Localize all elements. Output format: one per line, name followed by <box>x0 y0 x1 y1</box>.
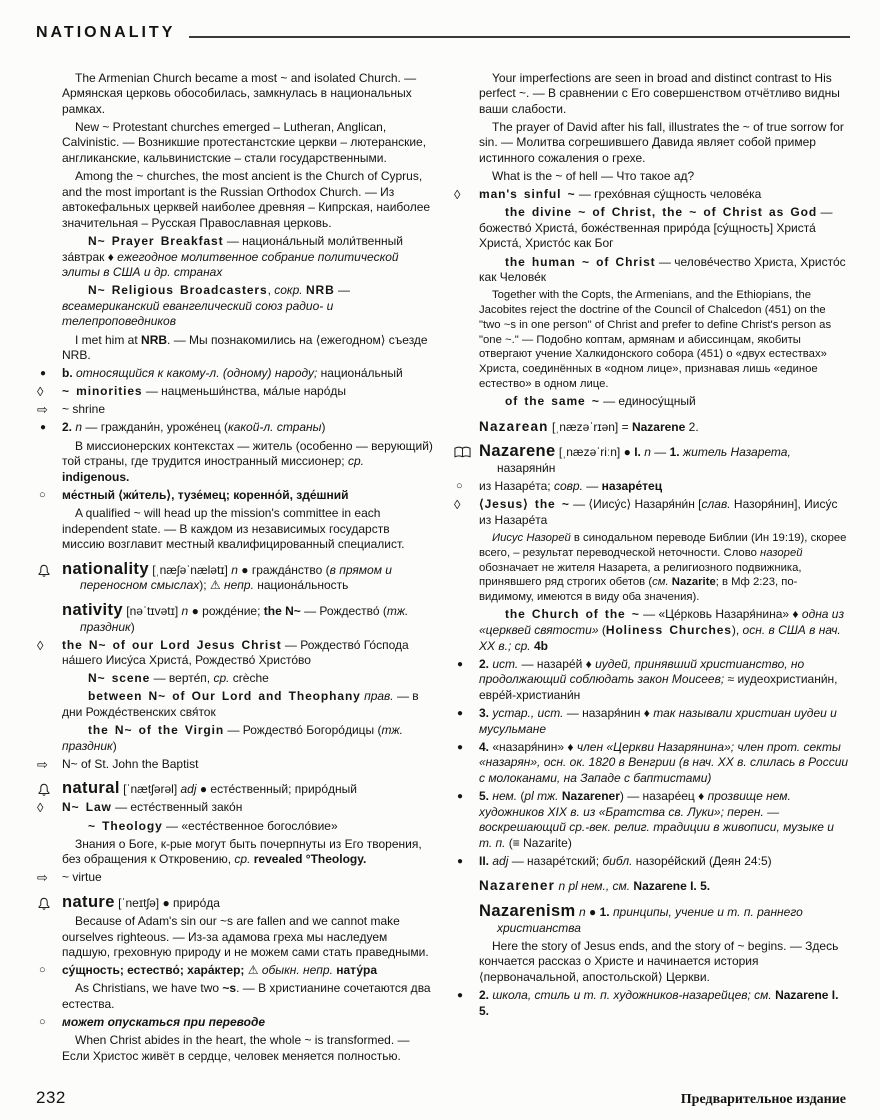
text-segment: 2. <box>479 656 493 671</box>
text-segment: 1. <box>599 905 613 920</box>
dictionary-paragraph <box>36 402 433 418</box>
guide-word: NATIONALITY <box>36 24 176 41</box>
text-segment: член «Церкви Назарянина»; член прот. секты «назарян», осн. ок. 1820 в Венгрии (в нач. XX в. слилась в России с молоканами, на Западе с баптистами) <box>479 739 849 785</box>
text-segment: Nazarene <box>631 419 686 434</box>
text-segment: b. <box>62 366 76 381</box>
text-segment: [ˈnætʃərəl] <box>119 782 181 797</box>
text-segment: What is the ~ of hell — Что такое ад? <box>492 169 695 184</box>
text-segment: adj <box>180 782 197 797</box>
text-segment: [ˌnæʃəˈnælətɪ] <box>148 562 232 577</box>
text-segment: When Christ abides in the heart, the whole ~ is transformed. — Если Христос живёт в сердце, человек меняется полностью. <box>62 1033 410 1063</box>
text-segment: Among the ~ churches, the most ancient is the Church of Cyprus, and the most important is the Russian Orthodox Church. — Из автокефальных церквей наиболее древняя – Кипрская, наиболее значительная – Русская Православная церковь. <box>62 169 431 230</box>
text-segment: between N~ of Our Lord and Theophany <box>88 689 361 704</box>
text-segment: ), <box>731 623 743 638</box>
text-segment: — граждани́н, уроже́нец ( <box>82 420 229 435</box>
text-segment: A qualified ~ will head up the mission's committee in each independent state. — В каждом из независимых государств миссию возглавит местный квалифицированный специалист. <box>62 505 405 552</box>
text-segment: иудей, принявший христианство, но продолжающий соблюдать закон Моисеев; <box>479 656 805 687</box>
text-segment: назаре́тец <box>601 479 663 494</box>
page-header <box>36 24 850 42</box>
text-segment: — Рождество́ ( <box>300 603 387 618</box>
edition-note: Предварительное издание <box>680 1092 846 1107</box>
dictionary-paragraph <box>453 71 850 118</box>
text-segment: Together with the Copts, the Armenians, and the Ethiopians, the Jacobites reject the doctrine of the Council of Chalcedon (451) on the "two ~s in one person" of Christ and prefer to define Christ's person as "one ~." — Подобно коптам, армянам и абиссинцам, якобиты отвергают учение Халкидонского собора (451) о «двух естествах» Христа, соединённых в «одном лице», признавая лишь «единое естество» в одном лице. <box>479 289 832 390</box>
diamond-icon: ◊ <box>37 800 44 816</box>
text-segment: — челове́чество Христа, Христо́с как Челове́к <box>479 254 846 285</box>
text-segment: The Armenian Church became a most ~ and isolated Church. — Армянская церковь обособилась, замкнулась в национальных рамках. <box>62 70 417 116</box>
text-segment: тж. праздник <box>62 723 403 753</box>
text-segment: нем. <box>492 788 518 803</box>
text-segment: N~ Religious Broadcasters <box>88 283 268 298</box>
text-segment: Nazarean <box>479 418 549 434</box>
bullet-icon: ● <box>457 990 464 1001</box>
entry-nazarenism <box>453 904 850 936</box>
dictionary-paragraph <box>36 420 433 436</box>
text-segment: man's sinful ~ <box>479 187 576 202</box>
text-segment: нату́ра <box>332 963 378 978</box>
dictionary-paragraph <box>36 283 433 330</box>
text-segment: назорей <box>760 546 803 559</box>
text-segment: ); <box>199 578 210 593</box>
entry-nazarener <box>453 878 850 895</box>
text-segment: непр. <box>220 578 254 593</box>
text-segment: nature <box>62 892 115 911</box>
text-segment: As Christians, we have two <box>75 981 223 996</box>
text-segment: I met him at <box>75 332 142 347</box>
dictionary-paragraph <box>36 71 433 118</box>
text-segment: в синодальном переводе Библии (Ин 19:19), скорее всего, – результат переводческой неточности. Слово <box>479 531 847 559</box>
text-segment: ( <box>598 623 606 638</box>
arrow-icon: ⇨ <box>37 756 48 772</box>
text-segment: 2. <box>479 988 493 1002</box>
text-segment: NRB <box>305 283 335 298</box>
text-segment: ме́стный ⟨жи́тель⟩, тузе́мец; коренно́й, зде́шний <box>62 487 349 502</box>
text-segment: — <box>334 283 350 298</box>
text-segment: прозвище нем. художников XIX в. из «Братства св. Луки»; перен. — воскрешающий ср.-век. религ. традиции в живописи, музыке и т. п. <box>479 788 834 850</box>
dictionary-paragraph <box>453 120 850 167</box>
text-segment: — божество́ Христа́, боже́ственная приро́да [су́щность] Христа́ Христа́, Христо́с как Бог <box>479 205 833 251</box>
dictionary-paragraph <box>36 439 433 486</box>
dictionary-paragraph <box>36 169 433 231</box>
entry-nazarene <box>453 444 850 476</box>
circle-icon: ○ <box>456 480 463 493</box>
bell-icon <box>37 781 59 802</box>
text-segment: (≡ Nazarite) <box>505 835 572 850</box>
text-segment: 2. <box>685 419 699 434</box>
text-segment: сокр. <box>274 283 303 298</box>
text-segment: ● гражда́нство ( <box>237 562 330 577</box>
dictionary-paragraph <box>453 789 850 851</box>
text-segment: N~ Law <box>62 800 112 815</box>
arrow-icon: ⇨ <box>37 870 48 886</box>
dictionary-paragraph <box>453 607 850 654</box>
text-segment: Nazarene I. 5. <box>633 879 711 894</box>
arrow-icon: ⇨ <box>37 402 48 418</box>
text-segment: прав. <box>360 689 394 704</box>
text-segment: см. <box>652 576 669 589</box>
left-column <box>36 68 433 1067</box>
text-segment: natural <box>62 779 120 798</box>
text-segment: ист. <box>492 656 519 671</box>
dictionary-paragraph <box>36 671 433 687</box>
text-segment: Holiness Churches <box>605 623 732 638</box>
bell-icon <box>37 895 59 916</box>
text-segment: ● есте́ственный; приро́дный <box>196 782 357 797</box>
text-segment: обозначает не жителя Назарета, а религиозного подвижника, принявшего ряд строгих обетов ( <box>479 561 802 589</box>
text-segment: — в дни Рожде́ственских свя́ток <box>62 689 419 719</box>
text-segment: — нацменьши́нства, ма́лые наро́ды <box>142 384 347 399</box>
bell-icon <box>37 562 59 583</box>
text-segment: the N~ of our Lord Jesus Christ <box>62 637 282 652</box>
dictionary-paragraph <box>36 333 433 364</box>
text-segment: — единосу́щный <box>599 394 696 409</box>
text-segment: Назоря́нин], Иису́с из Назаре́та <box>479 497 838 527</box>
dictionary-paragraph <box>453 187 850 203</box>
bullet-icon: ● <box>457 741 464 753</box>
text-segment: Иисус Назорей <box>492 531 571 544</box>
dictionary-paragraph <box>36 819 433 835</box>
entry-natural <box>36 781 433 798</box>
right-column <box>453 68 850 1067</box>
text-segment: ~ Theology <box>88 818 163 833</box>
text-segment: Nazarenism <box>479 902 576 921</box>
text-segment: — ⟨Иису́с⟩ Назаря́ни́н [ <box>569 497 702 512</box>
dictionary-paragraph <box>453 255 850 286</box>
text-segment: — «есте́ственное богосло́вие» <box>162 818 338 833</box>
text-segment: слав. <box>701 497 731 512</box>
text-segment: — назаре́й ♦ <box>518 656 596 671</box>
text-segment: ) <box>321 420 326 435</box>
bullet-icon: ● <box>457 708 464 719</box>
dictionary-paragraph <box>36 366 433 382</box>
dictionary-paragraph <box>36 1015 433 1031</box>
circle-icon: ○ <box>39 964 46 977</box>
dictionary-paragraph <box>36 384 433 400</box>
text-segment: ● рожде́ние; <box>188 603 264 618</box>
dictionary-paragraph <box>453 657 850 704</box>
text-segment: совр. <box>553 479 583 494</box>
dictionary-paragraph <box>453 531 850 605</box>
text-segment: ~ virtue <box>62 870 102 885</box>
text-segment: ~ shrine <box>62 402 106 417</box>
text-segment: Nazarene <box>479 442 556 461</box>
text-segment: Your imperfections are seen in broad and distinct contrast to His perfect ~. — В сравнении с Его совершенством отчётливо видны ваши слабости. <box>479 70 840 116</box>
dictionary-paragraph <box>453 205 850 252</box>
text-columns <box>36 68 850 1067</box>
warning-icon: ⚠ <box>247 963 259 978</box>
dictionary-paragraph <box>453 394 850 410</box>
text-segment: библ. <box>602 853 633 868</box>
text-segment: [ˈneɪtʃə] ● приро́да <box>114 895 220 910</box>
dictionary-paragraph <box>453 288 850 392</box>
dictionary-paragraph <box>36 488 433 504</box>
warning-icon: ⚠ <box>209 578 221 593</box>
text-segment: «назаря́нин» ♦ <box>492 739 577 754</box>
text-segment: может опускаться при переводе <box>62 1015 266 1030</box>
text-segment: одна из «церквей святости» <box>479 607 845 638</box>
dictionary-paragraph <box>36 963 433 979</box>
diamond-icon: ◊ <box>37 384 44 400</box>
text-segment: — назаре́тский; <box>508 853 603 868</box>
text-segment: национа́льный <box>320 366 403 381</box>
text-segment: adj <box>492 853 509 868</box>
text-segment: Because of Adam's sin our ~s are fallen and we cannot make ourselves righteous. — Из-за адамова греха мы наследуем падшую, греховную природу и не можем сами стать праведными. <box>62 914 429 960</box>
text-segment: — национа́льный моли́твенный за́втрак ♦ <box>62 233 403 264</box>
text-segment: [ˌnæzəˈrɪən] = <box>548 419 632 434</box>
text-segment: the N~ <box>263 603 301 618</box>
text-segment: принципы, учение и т. п. раннего христианства <box>497 905 803 935</box>
text-segment: из Назаре́та; <box>479 479 554 494</box>
text-segment: ⟨Jesus⟩ the ~ <box>479 497 570 512</box>
text-segment: n <box>75 420 83 435</box>
diamond-icon: ◊ <box>454 187 461 203</box>
text-segment: New ~ Protestant churches emerged – Lutheran, Anglican, Calvinistic. — Возникшие протестанстские церкви – лютеранские, англиканские, кальвинистские – стали государственными. <box>62 119 427 165</box>
bullet-icon: ● <box>40 368 47 380</box>
text-segment: 2. <box>62 420 76 435</box>
entry-nationality <box>36 559 433 594</box>
dictionary-paragraph <box>36 870 433 886</box>
text-segment: — Рождество́ Богоро́дицы ( <box>224 723 382 738</box>
dictionary-paragraph <box>453 497 850 528</box>
text-segment: — грехо́вная су́щность челове́ка <box>575 187 762 202</box>
text-segment: crèche <box>229 671 269 686</box>
text-segment: ≈ иудеохристиани́н, евре́й-христиани́н <box>479 672 838 702</box>
text-segment: всеамериканский евангелический союз радио- и телепроповедников <box>62 298 334 329</box>
text-segment: indigenous. <box>62 469 130 484</box>
entry-nazarean <box>453 419 850 436</box>
page-number: 232 <box>36 1088 66 1107</box>
text-segment: [ˌnæzəˈriːn] ● <box>555 445 635 460</box>
dictionary-paragraph <box>36 506 433 553</box>
bullet-icon: ● <box>457 658 464 670</box>
dictionary-paragraph <box>36 800 433 816</box>
text-segment: ср. <box>213 671 230 686</box>
text-segment: ~ minorities <box>62 384 143 399</box>
text-segment: — верте́п, <box>150 671 214 686</box>
bullet-icon: ● <box>457 855 464 867</box>
text-segment: [nəˈtɪvətɪ] <box>122 603 182 618</box>
text-segment: ) — назаре́ец ♦ <box>619 788 708 803</box>
entry-nature <box>36 892 433 912</box>
text-segment: n <box>644 445 651 460</box>
text-segment: относящийся к какому-л. (одному) народу; <box>76 366 321 381</box>
text-segment: . — Мы познакомились на ⟨ежегодном⟩ съезде NRB. <box>62 332 428 363</box>
text-segment: the N~ of the Virgin <box>88 723 225 738</box>
dictionary-paragraph <box>453 854 850 870</box>
dictionary-paragraph <box>36 914 433 961</box>
dictionary-paragraph <box>36 837 433 868</box>
text-segment: обыкн. непр. <box>258 963 333 978</box>
text-segment: N~ of St. John the Baptist <box>62 756 199 771</box>
text-segment: , <box>267 283 275 298</box>
text-segment: ежегодное молитвенное собрание политической элиты в США и др. странах <box>62 249 399 280</box>
diamond-icon: ◊ <box>454 497 461 513</box>
text-segment: ) <box>112 738 117 753</box>
dictionary-paragraph <box>36 689 433 720</box>
circle-icon: ○ <box>39 1016 46 1029</box>
text-segment: . — В христианине сочетаются два естества. <box>62 981 431 1011</box>
text-segment: житель Назарета, <box>682 445 791 460</box>
text-segment: n <box>231 562 238 577</box>
text-segment: the human ~ of Christ <box>505 254 656 269</box>
text-segment: nationality <box>62 559 149 578</box>
text-segment: школа, стиль и т. п. художников-назарейцев; см. <box>492 988 772 1002</box>
bullet-icon: ● <box>457 790 464 802</box>
text-segment: I. <box>634 445 645 460</box>
text-segment: nativity <box>62 600 123 619</box>
diamond-icon: ◊ <box>37 637 44 653</box>
text-segment: ср. <box>347 454 364 469</box>
text-segment: the divine ~ of Christ, the ~ of Christ as God <box>505 205 818 220</box>
dictionary-paragraph <box>36 638 433 669</box>
entry-nativity <box>36 600 433 635</box>
text-segment: Here the story of Jesus ends, and the story of ~ begins. — Здесь кончается рассказ о Христе и начинается история ⟨первоначальной, апостольской⟩ Церкви. <box>479 938 839 984</box>
text-segment: осн. в США в нач. XX в.; ср. <box>479 623 841 653</box>
text-segment: — Рождество́ Го́спода на́шего Иису́са Христа́, Рождество́ Христо́во <box>62 637 409 668</box>
dictionary-paragraph <box>36 757 433 773</box>
text-segment: национа́льность <box>253 578 349 593</box>
dictionary-paragraph <box>453 740 850 787</box>
text-segment: В миссионерских контекстах — житель (особенно — верующий) той страны, где трудится иностранный миссионер; <box>62 438 433 469</box>
text-segment: — есте́ственный зако́н <box>111 800 243 815</box>
text-segment: Nazarite <box>671 576 716 589</box>
text-segment: 4b <box>533 638 548 653</box>
text-segment: n <box>181 603 189 618</box>
text-segment: N~ scene <box>88 671 151 686</box>
text-segment: revealed °Theology. <box>253 852 367 867</box>
text-segment: Nazarener <box>561 788 620 803</box>
text-segment: так называли христиан иудеи и мусульмане <box>479 706 837 736</box>
book-icon <box>454 444 476 464</box>
dictionary-paragraph <box>36 234 433 281</box>
text-segment: ) <box>130 619 135 634</box>
text-segment: тж. праздник <box>80 603 409 634</box>
dictionary-paragraph <box>453 988 850 1019</box>
text-segment: Знания о Боге, к-рые могут быть почерпнуты из Его творения, без обращения к Откровению, <box>62 836 422 867</box>
text-segment: су́щность; естество́; хара́ктер; <box>62 963 248 978</box>
dictionary-paragraph <box>453 479 850 495</box>
text-segment: — <box>582 479 602 494</box>
header-rule <box>189 36 850 38</box>
bullet-icon: ● <box>40 422 47 434</box>
text-segment: II. <box>479 853 493 868</box>
text-segment: ; в Мф 2:23, по-видимому, имеются в виду оба значения). <box>479 576 798 604</box>
text-segment: Nazarener <box>479 878 556 894</box>
text-segment: The prayer of David after his fall, illustrates the ~ of true sorrow for sin. — Молитва согрешившего Давида являет собой пример истинного сожаления о грехе. <box>479 119 844 165</box>
circle-icon: ○ <box>39 488 46 501</box>
text-segment: назоре́йский (Деян 24:5) <box>632 853 772 868</box>
text-segment: 1. <box>669 445 683 460</box>
dictionary-paragraph <box>36 981 433 1012</box>
text-segment: 4. <box>479 739 493 754</box>
text-segment: 3. <box>479 706 493 720</box>
text-segment: ● <box>585 905 600 920</box>
text-segment: — «Це́рковь Назаря́нина» ♦ <box>639 607 802 622</box>
text-segment: of the same ~ <box>505 394 600 409</box>
text-segment: ~s <box>222 981 237 996</box>
text-segment: the Church of the ~ <box>505 607 640 622</box>
text-segment: pl тж. <box>524 788 559 803</box>
text-segment: 5. <box>479 788 493 803</box>
text-segment: N~ Prayer Breakfast <box>88 233 224 248</box>
dictionary-paragraph <box>36 1033 433 1064</box>
text-segment: устар., ист. <box>492 706 564 720</box>
text-segment: какой-л. страны <box>228 420 322 435</box>
page-footer <box>36 1088 846 1108</box>
dictionary-paragraph <box>453 706 850 737</box>
dictionary-paragraph <box>453 169 850 185</box>
text-segment: — назаря́нин ♦ <box>563 706 654 720</box>
text-segment: n <box>578 905 586 920</box>
text-segment: назаряни́н <box>497 461 556 476</box>
text-segment: в прямом и переносном смыслах <box>80 562 392 593</box>
text-segment: n pl нем., см. <box>558 879 631 894</box>
dictionary-paragraph <box>36 120 433 167</box>
text-segment: ср. <box>234 852 251 867</box>
text-segment: — <box>650 445 670 460</box>
text-segment: NRB <box>141 332 168 347</box>
dictionary-paragraph <box>453 939 850 986</box>
text-segment: Nazarene I. 5. <box>479 988 839 1018</box>
dictionary-paragraph <box>36 723 433 754</box>
text-segment: ( <box>517 788 525 803</box>
